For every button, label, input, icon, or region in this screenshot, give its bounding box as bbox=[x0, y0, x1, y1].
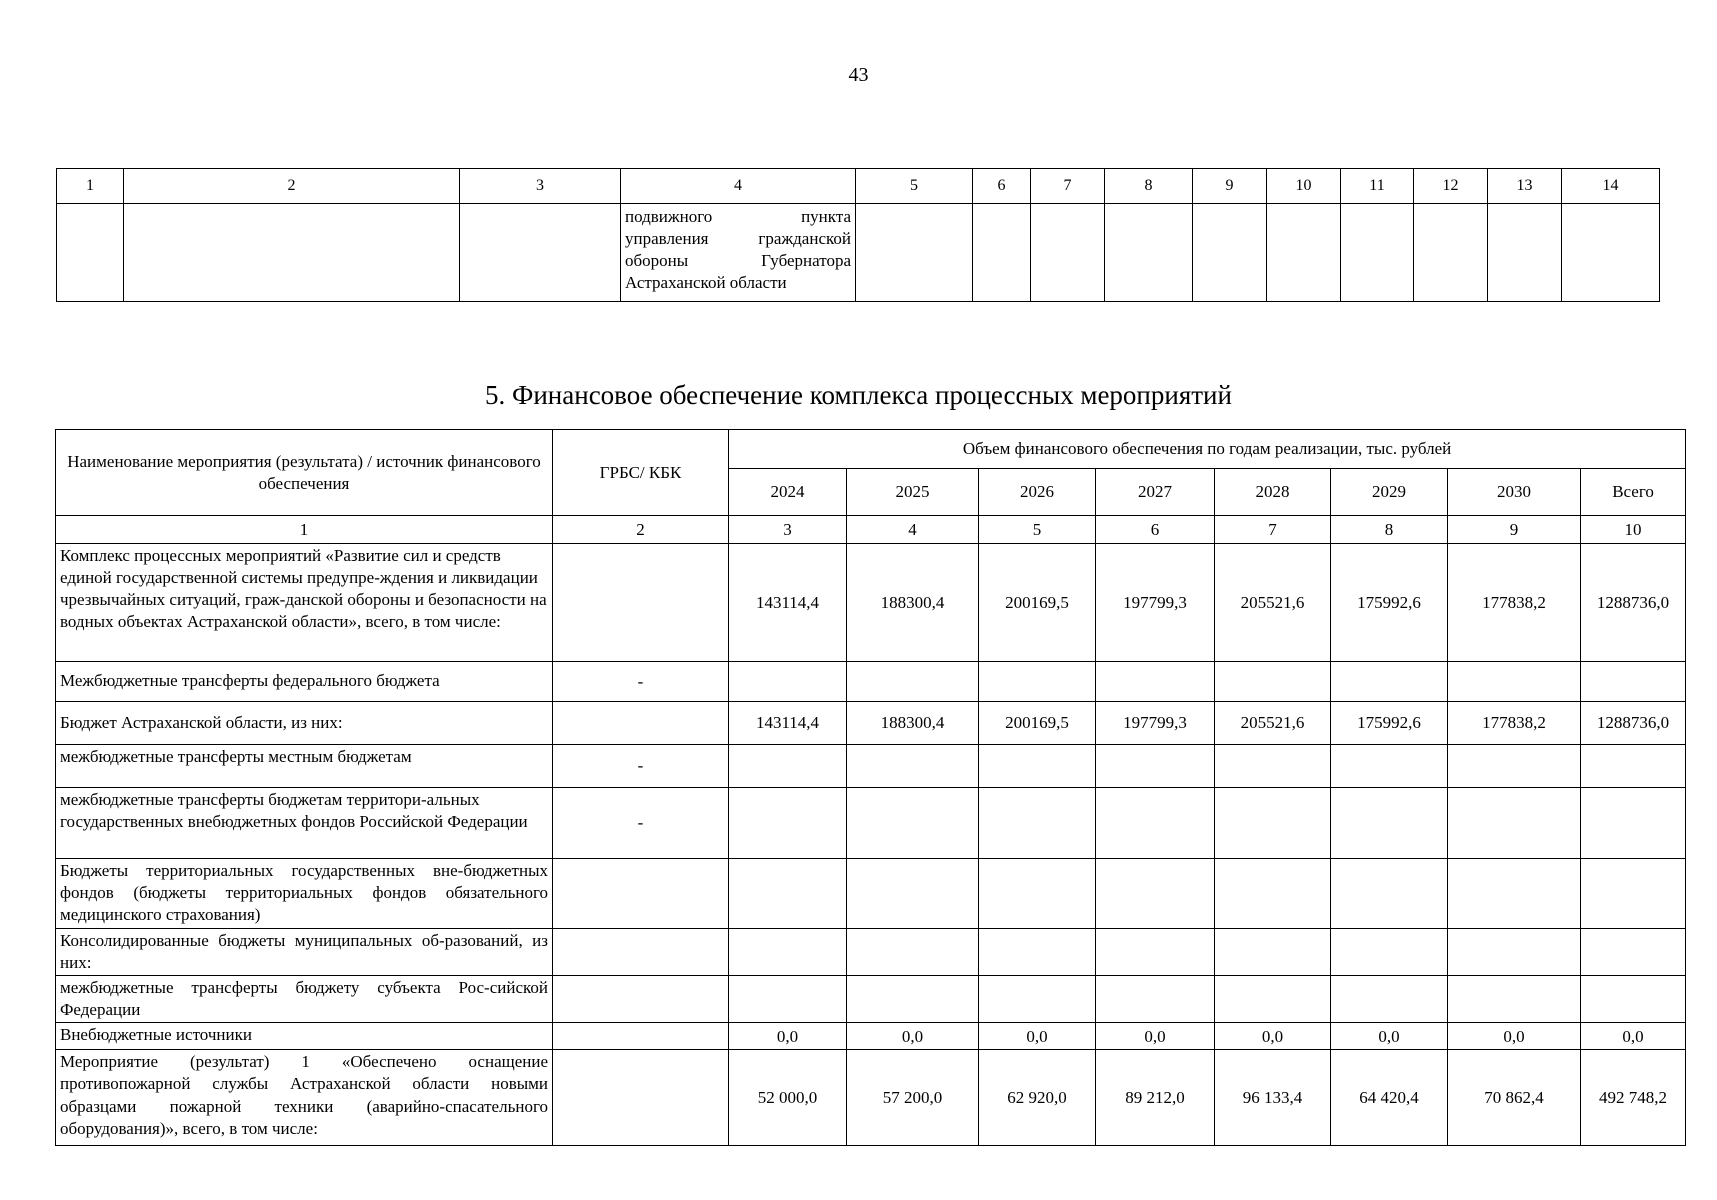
empty-cell bbox=[460, 204, 621, 302]
value-cell bbox=[847, 859, 979, 929]
empty-cell bbox=[124, 204, 460, 302]
value-cell bbox=[1215, 929, 1331, 976]
value-cell: 177838,2 bbox=[1448, 544, 1581, 662]
value-cell bbox=[1096, 788, 1215, 859]
value-cell bbox=[1096, 662, 1215, 702]
empty-cell bbox=[1031, 204, 1105, 302]
empty-cell bbox=[1341, 204, 1414, 302]
value-cell bbox=[979, 859, 1096, 929]
column-number: 2 bbox=[553, 516, 729, 544]
section-title: 5. Финансовое обеспечение комплекса процессных мероприятий bbox=[485, 380, 1232, 410]
table-row bbox=[56, 859, 1686, 929]
value-cell: 205521,6 bbox=[1215, 544, 1331, 662]
column-number: 6 bbox=[973, 169, 1031, 204]
header-name: Наименование мероприятия (результата) / источник финансового обеспечения bbox=[56, 430, 553, 516]
grbs-cell bbox=[553, 544, 729, 662]
total-cell bbox=[1581, 788, 1686, 859]
value-cell bbox=[979, 662, 1096, 702]
grbs-cell bbox=[553, 976, 729, 1023]
value-cell bbox=[1331, 662, 1448, 702]
row-name: Консолидированные бюджеты муниципальных об-разований, из них: bbox=[56, 929, 553, 976]
value-cell bbox=[729, 859, 847, 929]
column-number: 11 bbox=[1341, 169, 1414, 204]
value-cell: 175992,6 bbox=[1331, 544, 1448, 662]
value-cell: 0,0 bbox=[1215, 1023, 1331, 1050]
column-number: 8 bbox=[1105, 169, 1193, 204]
empty-cell bbox=[1414, 204, 1488, 302]
table-row bbox=[56, 662, 1686, 702]
value-cell: 0,0 bbox=[729, 1023, 847, 1050]
empty-cell bbox=[1193, 204, 1267, 302]
value-cell: 188300,4 bbox=[847, 702, 979, 745]
year-header: 2029 bbox=[1331, 469, 1448, 516]
column-number: 14 bbox=[1562, 169, 1660, 204]
total-cell bbox=[1581, 859, 1686, 929]
value-cell: 200169,5 bbox=[979, 702, 1096, 745]
empty-cell bbox=[856, 204, 973, 302]
value-cell bbox=[1096, 745, 1215, 788]
row-name: Межбюджетные трансферты федерального бюджета bbox=[56, 662, 553, 702]
value-cell: 0,0 bbox=[847, 1023, 979, 1050]
empty-cell bbox=[1488, 204, 1562, 302]
column-number: 2 bbox=[124, 169, 460, 204]
table-row bbox=[56, 788, 1686, 859]
row-name: Бюджет Астраханской области, из них: bbox=[56, 702, 553, 745]
value-cell bbox=[847, 745, 979, 788]
row-name: межбюджетные трансферты местным бюджетам bbox=[56, 745, 553, 788]
table-row bbox=[56, 702, 1686, 745]
value-cell bbox=[1331, 788, 1448, 859]
table-row bbox=[56, 976, 1686, 1023]
grbs-cell bbox=[553, 1050, 729, 1146]
header-grbs: ГРБС/ КБК bbox=[553, 430, 729, 516]
column-number: 12 bbox=[1414, 169, 1488, 204]
year-header: 2027 bbox=[1096, 469, 1215, 516]
table-row bbox=[56, 544, 1686, 662]
column-number: 7 bbox=[1031, 169, 1105, 204]
row-name: Мероприятие (результат) 1 «Обеспечено оснащение противопожарной службы Астраханской области новыми образцами пожарной техники (аварийно-спасательного оборудования)», всего, в том числе: bbox=[56, 1050, 553, 1146]
column-number: 1 bbox=[57, 169, 124, 204]
year-header: 2026 bbox=[979, 469, 1096, 516]
value-cell: 143114,4 bbox=[729, 702, 847, 745]
value-cell: 205521,6 bbox=[1215, 702, 1331, 745]
value-cell: 197799,3 bbox=[1096, 702, 1215, 745]
value-cell: 62 920,0 bbox=[979, 1050, 1096, 1146]
grbs-cell bbox=[553, 929, 729, 976]
value-cell bbox=[979, 745, 1096, 788]
value-cell bbox=[1215, 976, 1331, 1023]
continued-table bbox=[56, 168, 1660, 302]
row-name: Внебюджетные источники bbox=[56, 1023, 553, 1050]
column-number: 9 bbox=[1193, 169, 1267, 204]
value-cell bbox=[1096, 859, 1215, 929]
value-cell bbox=[847, 929, 979, 976]
value-cell: 64 420,4 bbox=[1331, 1050, 1448, 1146]
table-row bbox=[56, 929, 1686, 976]
value-cell: 70 862,4 bbox=[1448, 1050, 1581, 1146]
empty-cell bbox=[57, 204, 124, 302]
year-header: 2025 bbox=[847, 469, 979, 516]
column-number: 10 bbox=[1267, 169, 1341, 204]
column-number: 1 bbox=[56, 516, 553, 544]
table-row bbox=[56, 745, 1686, 788]
value-cell: 57 200,0 bbox=[847, 1050, 979, 1146]
empty-cell bbox=[1267, 204, 1341, 302]
continued-text: подвижного пункта управления гражданской обороны Губернатора Астраханской области bbox=[621, 204, 856, 302]
value-cell: 188300,4 bbox=[847, 544, 979, 662]
value-cell bbox=[1215, 859, 1331, 929]
value-cell bbox=[847, 788, 979, 859]
row-name: межбюджетные трансферты бюджету субъекта Рос-сийской Федерации bbox=[56, 976, 553, 1023]
value-cell bbox=[729, 788, 847, 859]
year-header: 2028 bbox=[1215, 469, 1331, 516]
column-number: 4 bbox=[621, 169, 856, 204]
total-cell bbox=[1581, 929, 1686, 976]
column-number: 13 bbox=[1488, 169, 1562, 204]
value-cell bbox=[1448, 745, 1581, 788]
value-cell bbox=[1215, 745, 1331, 788]
value-cell bbox=[1215, 788, 1331, 859]
value-cell bbox=[1448, 788, 1581, 859]
grbs-cell: - bbox=[553, 745, 729, 788]
value-cell: 52 000,0 bbox=[729, 1050, 847, 1146]
total-cell bbox=[1581, 662, 1686, 702]
value-cell bbox=[979, 788, 1096, 859]
row-name: межбюджетные трансферты бюджетам территори-альных государственных внебюджетных фондов Российской Федерации bbox=[56, 788, 553, 859]
column-number: 9 bbox=[1448, 516, 1581, 544]
value-cell: 96 133,4 bbox=[1215, 1050, 1331, 1146]
value-cell bbox=[729, 976, 847, 1023]
grbs-cell bbox=[553, 1023, 729, 1050]
grbs-cell bbox=[553, 859, 729, 929]
value-cell bbox=[1096, 929, 1215, 976]
value-cell: 0,0 bbox=[1096, 1023, 1215, 1050]
column-number: 5 bbox=[979, 516, 1096, 544]
value-cell bbox=[1448, 976, 1581, 1023]
value-cell: 177838,2 bbox=[1448, 702, 1581, 745]
row-name: Бюджеты территориальных государственных вне-бюджетных фондов (бюджеты территориальных фондов обязательного медицинского страхования) bbox=[56, 859, 553, 929]
column-number: 10 bbox=[1581, 516, 1686, 544]
value-cell bbox=[1331, 929, 1448, 976]
page-number: 43 bbox=[848, 64, 869, 86]
value-cell: 0,0 bbox=[1448, 1023, 1581, 1050]
empty-cell bbox=[973, 204, 1031, 302]
value-cell bbox=[979, 929, 1096, 976]
column-number: 3 bbox=[729, 516, 847, 544]
value-cell bbox=[1448, 929, 1581, 976]
empty-cell bbox=[1562, 204, 1660, 302]
value-cell bbox=[847, 662, 979, 702]
value-cell bbox=[847, 976, 979, 1023]
column-number: 3 bbox=[460, 169, 621, 204]
total-header: Всего bbox=[1581, 469, 1686, 516]
table-row bbox=[56, 1050, 1686, 1146]
value-cell bbox=[979, 976, 1096, 1023]
total-cell: 0,0 bbox=[1581, 1023, 1686, 1050]
grbs-cell bbox=[553, 702, 729, 745]
column-number: 8 bbox=[1331, 516, 1448, 544]
value-cell bbox=[729, 662, 847, 702]
value-cell: 175992,6 bbox=[1331, 702, 1448, 745]
value-cell bbox=[1331, 859, 1448, 929]
value-cell bbox=[1331, 976, 1448, 1023]
value-cell: 0,0 bbox=[979, 1023, 1096, 1050]
value-cell bbox=[1448, 662, 1581, 702]
year-header: 2024 bbox=[729, 469, 847, 516]
financing-table bbox=[55, 429, 1686, 1146]
value-cell: 143114,4 bbox=[729, 544, 847, 662]
total-cell: 1288736,0 bbox=[1581, 544, 1686, 662]
value-cell bbox=[1448, 859, 1581, 929]
header-volume: Объем финансового обеспечения по годам реализации, тыс. рублей bbox=[729, 430, 1686, 469]
table-row bbox=[56, 1023, 1686, 1050]
value-cell: 89 212,0 bbox=[1096, 1050, 1215, 1146]
empty-cell bbox=[1105, 204, 1193, 302]
grbs-cell: - bbox=[553, 788, 729, 859]
value-cell bbox=[1096, 976, 1215, 1023]
value-cell bbox=[1331, 745, 1448, 788]
total-cell bbox=[1581, 745, 1686, 788]
value-cell bbox=[729, 929, 847, 976]
year-header: 2030 bbox=[1448, 469, 1581, 516]
column-number: 4 bbox=[847, 516, 979, 544]
value-cell: 200169,5 bbox=[979, 544, 1096, 662]
total-cell: 492 748,2 bbox=[1581, 1050, 1686, 1146]
row-name: Комплекс процессных мероприятий «Развитие сил и средств единой государственной системы предупре-ждения и ликвидации чрезвычайных ситуаций, граж-данской обороны и безопасности на водных объектах Астраханской области», всего, в том числе: bbox=[56, 544, 553, 662]
total-cell bbox=[1581, 976, 1686, 1023]
column-number: 7 bbox=[1215, 516, 1331, 544]
total-cell: 1288736,0 bbox=[1581, 702, 1686, 745]
value-cell bbox=[1215, 662, 1331, 702]
value-cell bbox=[729, 745, 847, 788]
column-number: 6 bbox=[1096, 516, 1215, 544]
column-number: 5 bbox=[856, 169, 973, 204]
value-cell: 197799,3 bbox=[1096, 544, 1215, 662]
value-cell: 0,0 bbox=[1331, 1023, 1448, 1050]
grbs-cell: - bbox=[553, 662, 729, 702]
